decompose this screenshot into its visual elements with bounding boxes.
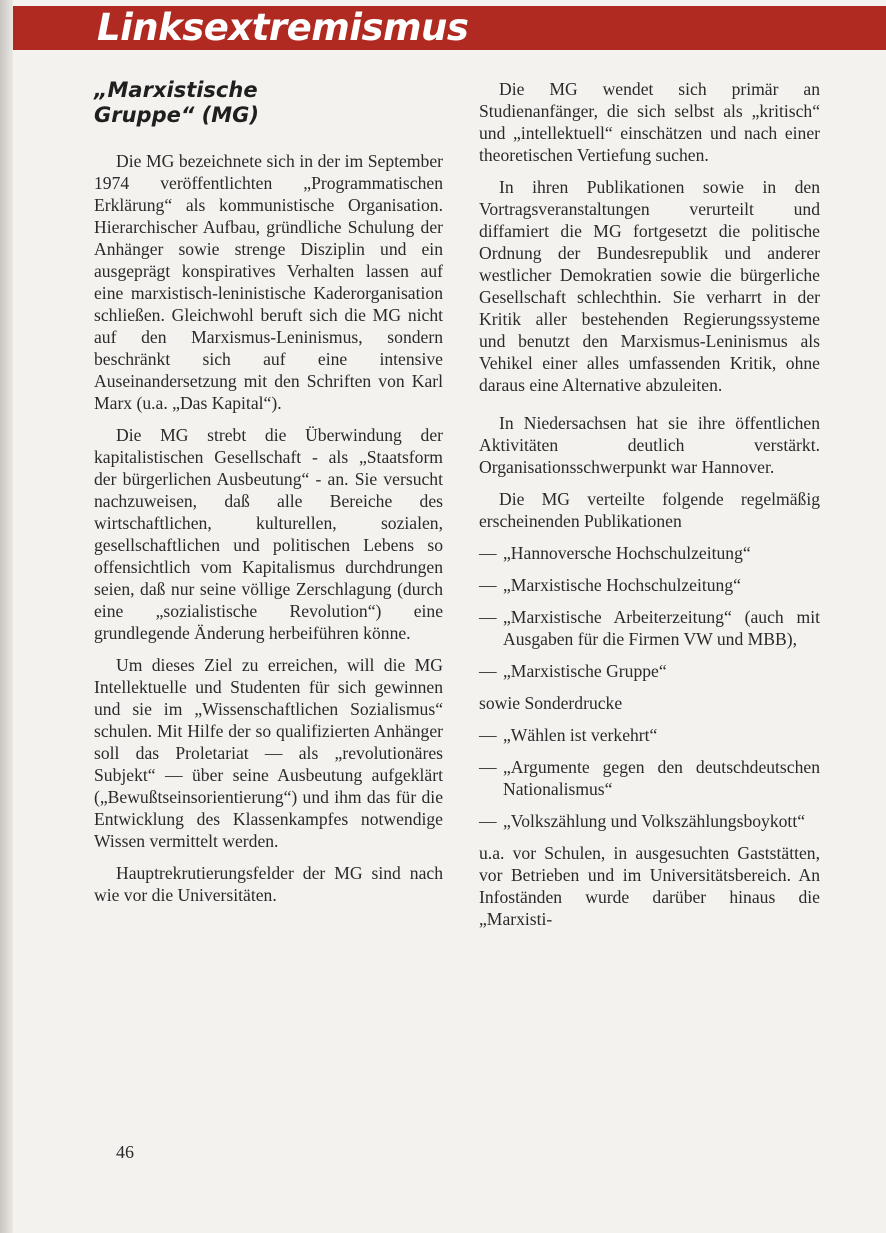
list-item: — „Hannoversche Hochschulzeitung“ (479, 542, 820, 564)
closing-paragraph: u.a. vor Schulen, in ausgesuchten Gaststätten, vor Betrieben und im Universitätsbereich. An Infoständen wurde darüber hinaus die „Marxisti- (479, 843, 820, 929)
publication-list (479, 542, 820, 682)
list-item: — „Marxistische Hochschulzeitung“ (479, 574, 820, 596)
list-item: — „Marxistische Arbeiterzeitung“ (auch mit Ausgaben für die Firmen VW und MBB), (479, 606, 820, 650)
list-item: — „Wählen ist verkehrt“ (479, 724, 820, 746)
paragraph: In Niedersachsen hat sie ihre öffentlichen Aktivitäten deutlich verstärkt. Organisationsschwerpunkt war Hannover. (479, 413, 820, 477)
paragraph: Hauptrekrutierungsfelder der MG sind nach wie vor die Universitäten. (94, 863, 443, 905)
page-edge-shadow (0, 0, 13, 1233)
paragraph: Die MG verteilte folgende regelmäßig erscheinenden Publikationen (479, 489, 820, 531)
section-title (94, 78, 443, 128)
chapter-header-band (13, 6, 886, 50)
chapter-title: Linksextremismus (97, 6, 469, 49)
paragraph: In ihren Publikationen sowie in den Vortragsveranstaltungen verurteilt und diffamiert die MG fortgesetzt die politische Ordnung der Bundesrepublik und anderer westlicher Demokratien sowie die bürgerliche Gesellschaft schlechthin. Sie verharrt in der Kritik aller bestehenden Regierungssysteme und benutzt den Marxismus-Leninismus als Vehikel einer alles umfassenden Kritik, ohne daraus eine Alternative abzuleiten. (479, 177, 820, 395)
paragraph: Die MG wendet sich primär an Studienanfänger, die sich selbst als „kritisch“ und „intellektuell“ einschätzen und nach einer theoretischen Vertiefung suchen. (479, 79, 820, 165)
list-item: — „Volkszählung und Volkszählungsboykott“ (479, 810, 820, 832)
paragraph: Um dieses Ziel zu erreichen, will die MG Intellektuelle und Studenten für sich gewinnen und sie im „Wissenschaftlichen Sozialismus“ schulen. Mit Hilfe der so qualifizierten Anhänger soll das Proletariat — als „revolutionäres Subjekt“ — über seine Ausbeutung aufgeklärt („Bewußtseinsorientierung“) und ihm das für die Entwicklung des Klassenkampfes notwendige Wissen vermittelt werden. (94, 655, 443, 851)
list-item: — „Argumente gegen den deutschdeutschen Nationalismus“ (479, 756, 820, 800)
paragraph: Die MG bezeichnete sich in der im September 1974 veröffentlichten „Programmatischen Erklärung“ als kommunistische Organisation. Hierarchischer Aufbau, gründliche Schulung der Anhänger sowie strenge Disziplin und ein ausgeprägt konspiratives Verhalten lassen auf eine marxistisch-leninistische Kaderorganisation schließen. Gleichwohl beruft sich die MG nicht auf den Marxismus-Leninismus, sondern beschränkt sich auf eine intensive Auseinandersetzung mit den Schriften von Karl Marx (u.a. „Das Kapital“). (94, 151, 443, 413)
page-number: 46 (116, 1142, 134, 1162)
left-column (94, 78, 443, 916)
special-prints-intro: sowie Sonderdrucke (479, 693, 623, 713)
list-item: — „Marxistische Gruppe“ (479, 660, 820, 682)
right-column (479, 78, 820, 940)
special-prints-list (479, 724, 820, 832)
section-title-line2: Gruppe“ (MG) (94, 103, 260, 127)
section-title-line1: „Marxistische (94, 78, 258, 102)
paragraph: Die MG strebt die Überwindung der kapitalistischen Gesellschaft - als „Staatsform der bürgerlichen Ausbeutung“ - an. Sie versucht nachzuweisen, daß alle Bereiche des wirtschaftlichen, kulturellen, sozialen, gesellschaftlichen und politischen Lebens so offensichtlich vom Kapitalismus durchdrungen seien, daß nur seine völlige Zerschlagung (durch eine „sozialistische Revolution“) eine grundlegende Änderung herbeiführen könne. (94, 425, 443, 643)
